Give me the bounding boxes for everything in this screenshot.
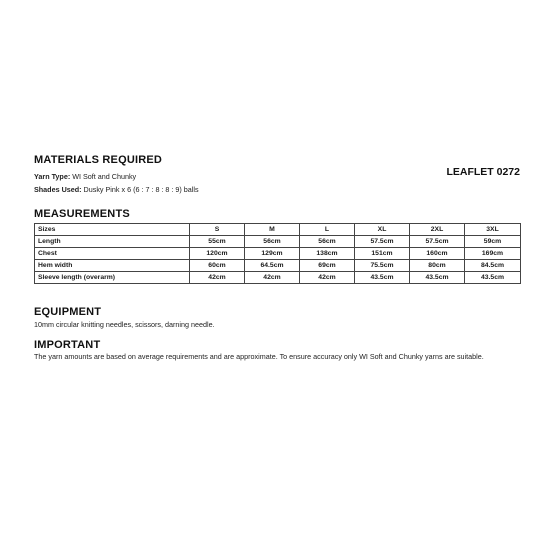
table-cell: 43.5cm [465,272,521,284]
equipment-heading: EQUIPMENT [34,306,102,318]
header-cell: Sizes [35,224,190,236]
table-cell: 56cm [245,236,300,248]
table-cell: 69cm [300,260,355,272]
yarn-type-line [34,172,136,181]
table-cell: 57.5cm [355,236,410,248]
yarn-type-value: WI Soft and Chunky [70,172,137,181]
table-cell: 160cm [410,248,465,260]
table-cell: 56cm [300,236,355,248]
equipment-text: 10mm circular knitting needles, scissors, darning needle. [34,320,215,329]
table-cell: 151cm [355,248,410,260]
materials-heading: MATERIALS REQUIRED [34,154,163,166]
header-cell: L [300,224,355,236]
table-cell: 138cm [300,248,355,260]
table-cell: 43.5cm [355,272,410,284]
table-cell: 120cm [190,248,245,260]
table-cell: 42cm [300,272,355,284]
shades-line [34,185,199,194]
table-cell: 64.5cm [245,260,300,272]
important-text: The yarn amounts are based on average requirements and are approximate. To ensure accuracy only WI Soft and Chunky yarns are suitable. [34,352,484,361]
measurements-table [34,223,521,284]
table-cell: 43.5cm [410,272,465,284]
important-heading: IMPORTANT [34,339,101,351]
table-row [35,272,521,284]
row-label: Length [35,236,190,248]
table-cell: 80cm [410,260,465,272]
header-cell: 2XL [410,224,465,236]
table-header-row [35,224,521,236]
header-cell: 3XL [465,224,521,236]
table-row [35,236,521,248]
table-cell: 60cm [190,260,245,272]
row-label: Sleeve length (overarm) [35,272,190,284]
row-label: Hem width [35,260,190,272]
leaflet-number: LEAFLET 0272 [446,166,520,178]
measurements-heading: MEASUREMENTS [34,208,130,220]
header-cell: XL [355,224,410,236]
table-cell: 55cm [190,236,245,248]
table-cell: 129cm [245,248,300,260]
table-cell: 75.5cm [355,260,410,272]
table-cell: 84.5cm [465,260,521,272]
table-row [35,260,521,272]
shades-label: Shades Used: [34,185,82,194]
table-row [35,248,521,260]
yarn-type-label: Yarn Type: [34,172,71,181]
header-cell: S [190,224,245,236]
table-cell: 42cm [245,272,300,284]
table-cell: 57.5cm [410,236,465,248]
row-label: Chest [35,248,190,260]
table-cell: 59cm [465,236,521,248]
table-cell: 169cm [465,248,521,260]
table-cell: 42cm [190,272,245,284]
shades-value: Dusky Pink x 6 (6 : 7 : 8 : 8 : 9) balls [81,185,199,194]
header-cell: M [245,224,300,236]
